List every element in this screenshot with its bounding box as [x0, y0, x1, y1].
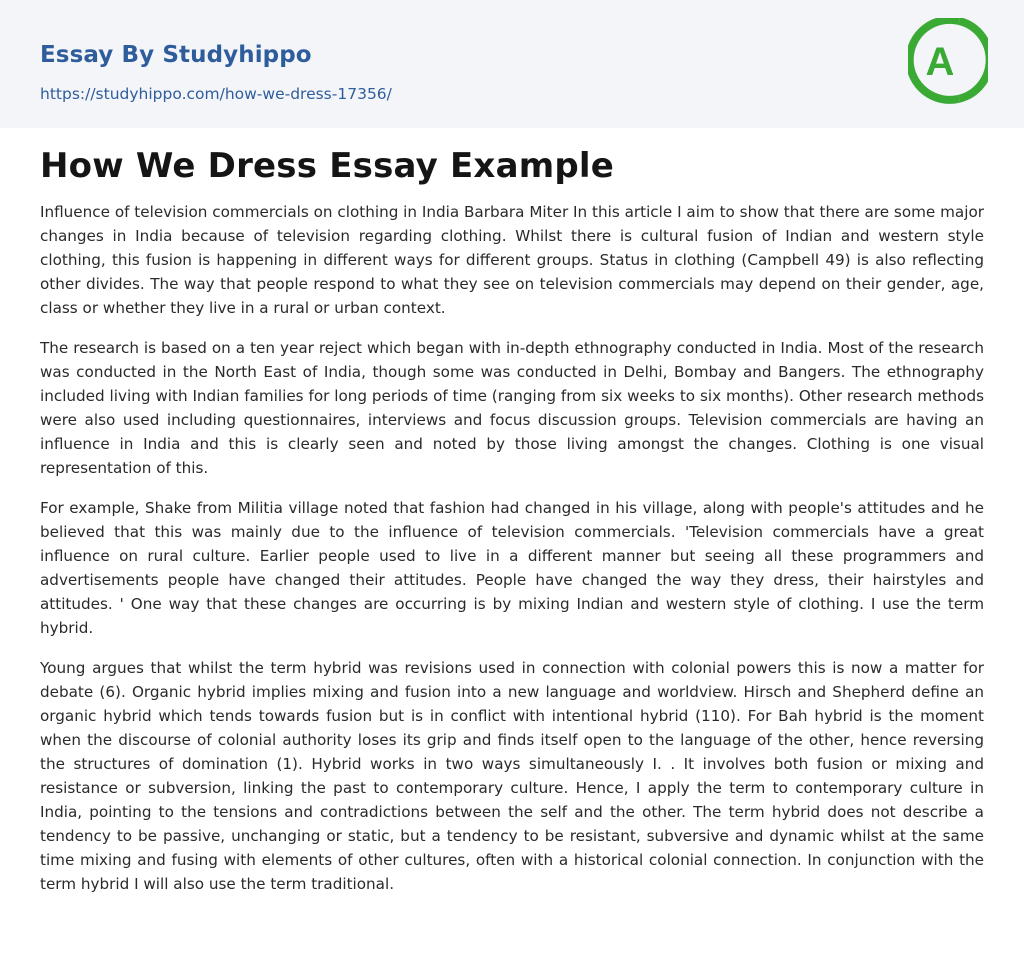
essay-paragraph: Young argues that whilst the term hybrid was revisions used in connection with colonial powers this is now a matter for debate (6). Organic hybrid implies mixing and fusion into a new language and worldview. Hirsch and Shepherd define an organic hybrid which tends towards fusion but is in conflict with intentional hybrid (110). For Bah hybrid is the moment when the discourse of colonial authority loses its grip and finds itself open to the language of the other, hence reversing the structures of domination (1). Hybrid works in two ways simultaneously I. . It involves both fusion or mixing and resistance or subversion, linking the past to contemporary culture. Hence, I apply the term to contemporary culture in India, pointing to the tensions and contradictions between the self and the other. The term hybrid does not describe a tendency to be passive, unchanging or static, but a tendency to be resistant, subversive and dynamic whilst at the same time mixing and fusing with elements of other cultures, often with a historical colonial connection. In conjunction with the term hybrid I will also use the term traditional.	[40, 659, 984, 893]
brand-title[interactable]: Essay By Studyhippo	[40, 42, 312, 68]
page-title: How We Dress Essay Example	[40, 146, 614, 186]
logo-letter: A	[925, 40, 955, 84]
essay-paragraph: The research is based on a ten year reject which began with in-depth ethnography conducted in India. Most of the research was conducted in the North East of India, though some was conducted in Delhi, Bombay and Bangers. The ethnography included living with Indian families for long periods of time (ranging from six weeks to six months). Other research methods were also used including questionnaires, interviews and focus discussion groups. Television commercials are having an influence in India and this is clearly seen and noted by those living amongst the changes. Clothing is one visual representation of this.	[40, 339, 984, 477]
essay-paragraph: Influence of television commercials on clothing in India Barbara Miter In this article I aim to show that there are some major changes in India because of television regarding clothing. Whilst there is cultural fusion of Indian and western style clothing, this fusion is happening in different ways for different groups. Status in clothing (Campbell 49) is also reflecting other divides. The way that people respond to what they see on television commercials may depend on their gender, age, class or whether they live in a rural or urban context.	[40, 203, 984, 317]
essay-url-link[interactable]: https://studyhippo.com/how-we-dress-17356/	[40, 85, 392, 103]
studyhippo-logo-icon[interactable]	[908, 18, 988, 106]
essay-body	[40, 200, 984, 912]
site-header	[0, 0, 1024, 128]
essay-paragraph: For example, Shake from Militia village noted that fashion had changed in his village, along with people's attitudes and he believed that this was mainly due to the influence of television commercials. 'Television commercials have a great influence on rural culture. Earlier people used to live in a different manner but seeing all these programmers and advertisements people have changed their attitudes. People have changed the way they dress, their hairstyles and attitudes. ' One way that these changes are occurring is by mixing Indian and western style of clothing. I use the term hybrid.	[40, 499, 984, 637]
